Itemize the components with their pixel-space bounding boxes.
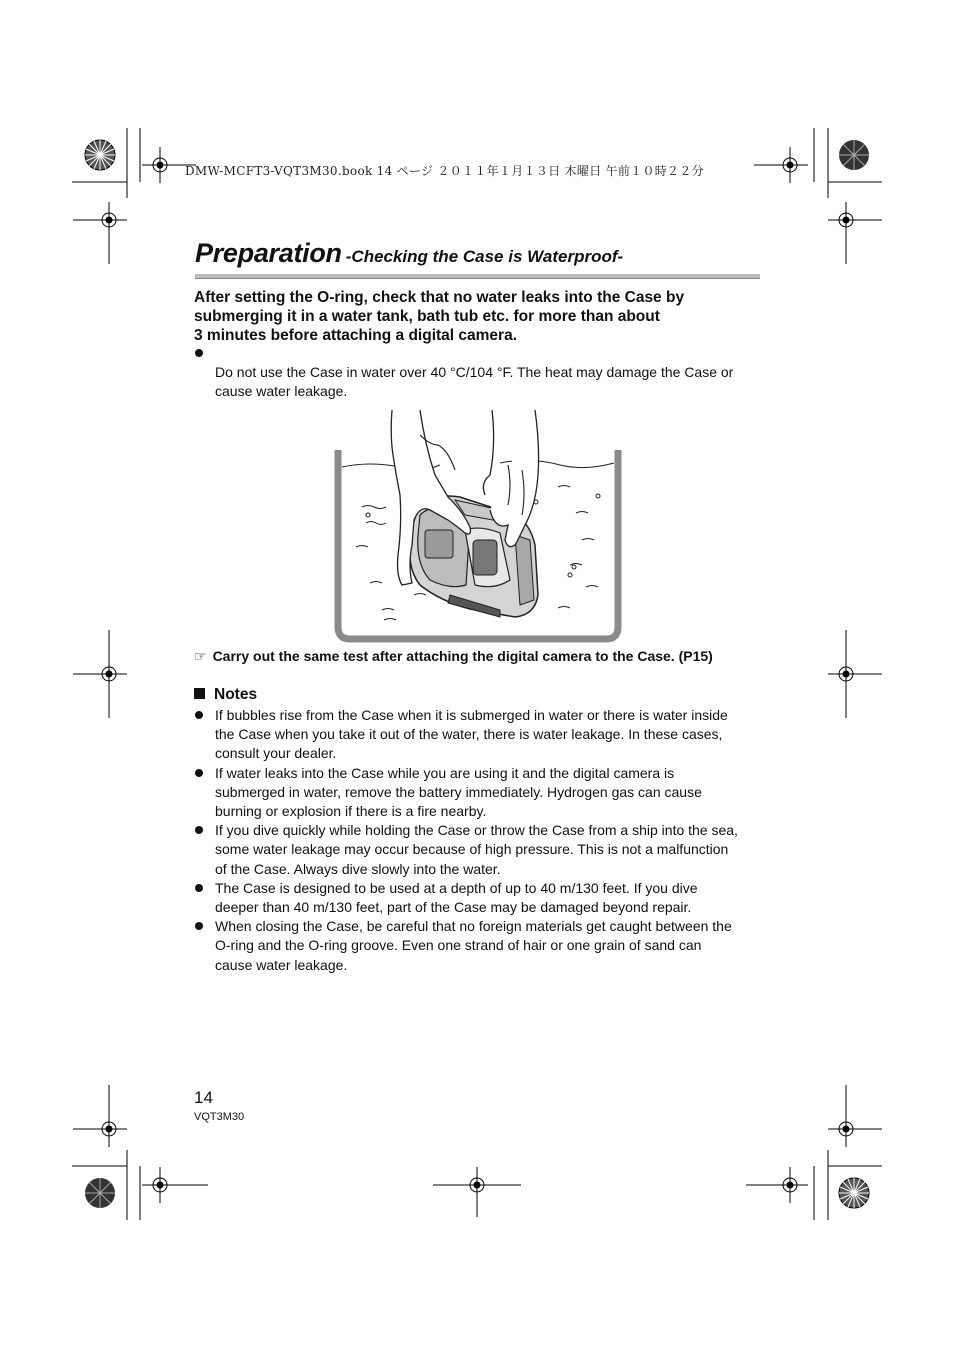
print-header: DMW-MCFT3-VQT3M30.book 14 ページ ２０１１年１月１３日 木曜日 午前１０時２２分 bbox=[185, 164, 704, 178]
page-number: 14 bbox=[194, 1088, 213, 1107]
note-item bbox=[194, 764, 764, 822]
note-text: If water leaks into the Case while you are using it and the digital camera is submerged in water, remove the battery immediately. Hydrogen gas can cause burning or explosion if there is a fire nearby. bbox=[215, 764, 702, 820]
caution-list bbox=[194, 344, 764, 402]
pointing-hand-icon: ☞ bbox=[194, 649, 207, 665]
bullet-dot-icon bbox=[195, 769, 203, 777]
caution-text: Do not use the Case in water over 40 °C/104 °F. The heat may damage the Case or cause water leakage. bbox=[215, 364, 734, 400]
note-item bbox=[194, 917, 764, 975]
bullet-dot-icon bbox=[195, 711, 203, 719]
caution-item bbox=[194, 344, 764, 402]
note-text: When closing the Case, be careful that no foreign materials get caught between the O-ring and the O-ring groove. Even one strand of hair or one grain of sand can cause water leakage. bbox=[215, 918, 732, 973]
notes-heading bbox=[194, 686, 257, 704]
water-tank-illustration bbox=[330, 405, 630, 645]
tip-text: Carry out the same test after attaching the digital camera to the Case. (P15) bbox=[212, 648, 713, 664]
note-item bbox=[194, 879, 764, 917]
title-rule bbox=[195, 274, 760, 279]
note-text: The Case is designed to be used at a depth of up to 40 m/130 feet. If you dive deeper than 40 m/130 feet, part of the Case may be damaged beyond repair. bbox=[215, 879, 698, 916]
tip-line bbox=[194, 648, 713, 665]
note-item bbox=[194, 706, 764, 764]
model-code: VQT3M30 bbox=[194, 1111, 245, 1123]
note-item bbox=[194, 821, 764, 879]
note-text: If bubbles rise from the Case when it is submerged in water or there is water inside the Case when you take it out of the water, there is water leakage. In these cases, consult your dealer. bbox=[215, 707, 728, 762]
bullet-dot-icon bbox=[195, 922, 203, 930]
notes-list bbox=[194, 706, 764, 975]
bullet-dot-icon bbox=[195, 826, 203, 834]
page-title bbox=[195, 238, 623, 269]
bullet-dot-icon bbox=[195, 884, 203, 892]
note-text: If you dive quickly while holding the Case or throw the Case from a ship into the sea, some water leakage may occur because of high pressure. This is not a malfunction of the Case. Always dive slowly into the water. bbox=[215, 822, 738, 877]
bullet-dot-icon bbox=[195, 349, 203, 357]
notes-heading-text: Notes bbox=[214, 686, 258, 703]
page-title-main: Preparation bbox=[195, 238, 342, 268]
lead-instruction: After setting the O-ring, check that no water leaks into the Case by submerging it in a water tank, bath tub etc. for more than about 3 minutes before attaching a digital camera. bbox=[194, 289, 685, 344]
page-title-sub: -Checking the Case is Waterproof- bbox=[345, 247, 624, 266]
black-square-icon bbox=[194, 688, 205, 699]
